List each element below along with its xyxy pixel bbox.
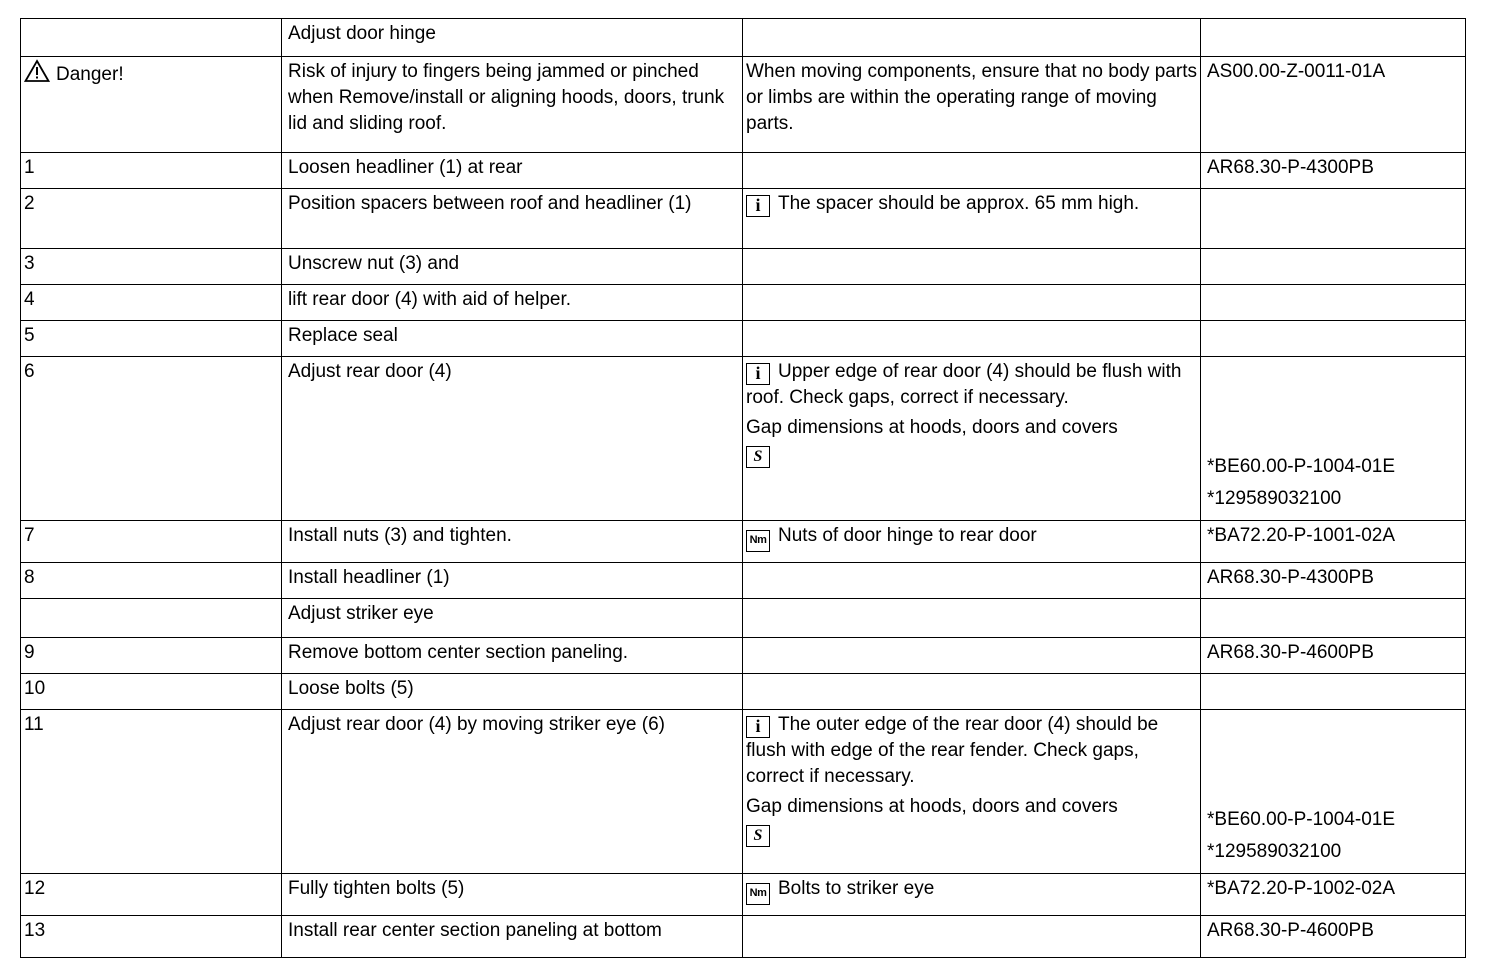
note-text: The outer edge of the rear door (4) should be flush with edge of the rear fender. Check gaps, correct if necessary. [746, 714, 1159, 787]
notes-cell [743, 916, 1201, 958]
notes-cell [743, 674, 1201, 710]
ref-cell [1201, 357, 1466, 521]
step-cell: 7 [21, 521, 282, 563]
step-cell: 6 [21, 357, 282, 521]
notes-cell [743, 189, 1201, 249]
ref-cell [1201, 321, 1466, 357]
action-cell: Adjust striker eye [282, 599, 743, 638]
table-row [21, 19, 1466, 57]
step-cell: 13 [21, 916, 282, 958]
table-row [21, 357, 1466, 521]
notes-cell [743, 874, 1201, 916]
notes-cell [743, 638, 1201, 674]
ref-cell: AR68.30-P-4300PB [1201, 563, 1466, 599]
step-cell [21, 599, 282, 638]
ref-cell: AR68.30-P-4600PB [1201, 916, 1466, 958]
table-row [21, 285, 1466, 321]
action-cell: Install rear center section paneling at bottom [282, 916, 743, 958]
step-cell: 4 [21, 285, 282, 321]
step-cell [21, 57, 282, 153]
ref-cell: AR68.30-P-4300PB [1201, 153, 1466, 189]
torque-nm-icon: Nm [746, 883, 770, 905]
repair-procedure-table [20, 18, 1466, 958]
table-row [21, 321, 1466, 357]
gap-dimensions-text: Gap dimensions at hoods, doors and covers [746, 417, 1118, 438]
notes-cell [743, 153, 1201, 189]
action-cell: Loose bolts (5) [282, 674, 743, 710]
action-cell: Position spacers between roof and headliner (1) [282, 189, 743, 249]
step-cell: 12 [21, 874, 282, 916]
action-cell: Loosen headliner (1) at rear [282, 153, 743, 189]
notes-cell [743, 19, 1201, 57]
action-cell: Adjust rear door (4) [282, 357, 743, 521]
table-row [21, 710, 1466, 874]
ref-cell [1201, 19, 1466, 57]
step-cell: 3 [21, 249, 282, 285]
step-cell [21, 19, 282, 57]
special-tool-icon: S [746, 825, 770, 847]
danger-label: Danger! [56, 64, 124, 85]
gap-dimensions-text: Gap dimensions at hoods, doors and covers [746, 796, 1118, 817]
gap-ref: *BE60.00-P-1004-01E [1207, 456, 1396, 477]
notes-cell [743, 321, 1201, 357]
notes-cell [743, 710, 1201, 874]
action-cell: Unscrew nut (3) and [282, 249, 743, 285]
info-icon: i [746, 363, 770, 385]
ref-cell [1201, 599, 1466, 638]
step-cell: 5 [21, 321, 282, 357]
table-row [21, 249, 1466, 285]
step-cell: 11 [21, 710, 282, 874]
tool-ref: *129589032100 [1207, 488, 1342, 509]
tool-ref: *129589032100 [1207, 841, 1342, 862]
table-row [21, 674, 1466, 710]
special-tool-icon: S [746, 446, 770, 468]
note-text: Nuts of door hinge to rear door [778, 525, 1037, 546]
info-icon: i [746, 716, 770, 738]
note-text: The spacer should be approx. 65 mm high. [778, 193, 1140, 214]
info-icon: i [746, 195, 770, 217]
action-cell: Fully tighten bolts (5) [282, 874, 743, 916]
notes-cell [743, 249, 1201, 285]
notes-cell [743, 285, 1201, 321]
ref-cell [1201, 249, 1466, 285]
notes-cell [743, 521, 1201, 563]
table-row [21, 916, 1466, 958]
table-row [21, 521, 1466, 563]
notes-cell [743, 563, 1201, 599]
action-cell: lift rear door (4) with aid of helper. [282, 285, 743, 321]
step-cell: 2 [21, 189, 282, 249]
warning-triangle-icon [24, 59, 50, 83]
ref-cell [1201, 674, 1466, 710]
action-cell: Adjust rear door (4) by moving striker eye (6) [282, 710, 743, 874]
ref-cell: *BA72.20-P-1001-02A [1201, 521, 1466, 563]
action-cell: Install headliner (1) [282, 563, 743, 599]
action-cell: Replace seal [282, 321, 743, 357]
gap-ref: *BE60.00-P-1004-01E [1207, 809, 1396, 830]
note-text: Bolts to striker eye [778, 878, 935, 899]
table-row [21, 874, 1466, 916]
action-cell: Install nuts (3) and tighten. [282, 521, 743, 563]
ref-cell: AS00.00-Z-0011-01A [1201, 57, 1466, 153]
table-row [21, 638, 1466, 674]
ref-cell: *BA72.20-P-1002-02A [1201, 874, 1466, 916]
table-row [21, 57, 1466, 153]
ref-cell [1201, 710, 1466, 874]
table-row [21, 153, 1466, 189]
step-cell: 9 [21, 638, 282, 674]
action-cell: Risk of injury to fingers being jammed or pinched when Remove/install or aligning hoods, doors, trunk lid and sliding roof. [282, 57, 743, 153]
ref-cell: AR68.30-P-4600PB [1201, 638, 1466, 674]
action-cell: Remove bottom center section paneling. [282, 638, 743, 674]
ref-cell [1201, 189, 1466, 249]
notes-cell [743, 357, 1201, 521]
step-cell: 10 [21, 674, 282, 710]
table-row [21, 563, 1466, 599]
notes-cell: When moving components, ensure that no body parts or limbs are within the operating range of moving parts. [743, 57, 1201, 153]
notes-cell [743, 599, 1201, 638]
step-cell: 1 [21, 153, 282, 189]
table-row [21, 189, 1466, 249]
step-cell: 8 [21, 563, 282, 599]
ref-cell [1201, 285, 1466, 321]
torque-nm-icon: Nm [746, 530, 770, 552]
table-row [21, 599, 1466, 638]
note-text: Upper edge of rear door (4) should be flush with roof. Check gaps, correct if necessary. [746, 361, 1182, 408]
action-cell: Adjust door hinge [282, 19, 743, 57]
